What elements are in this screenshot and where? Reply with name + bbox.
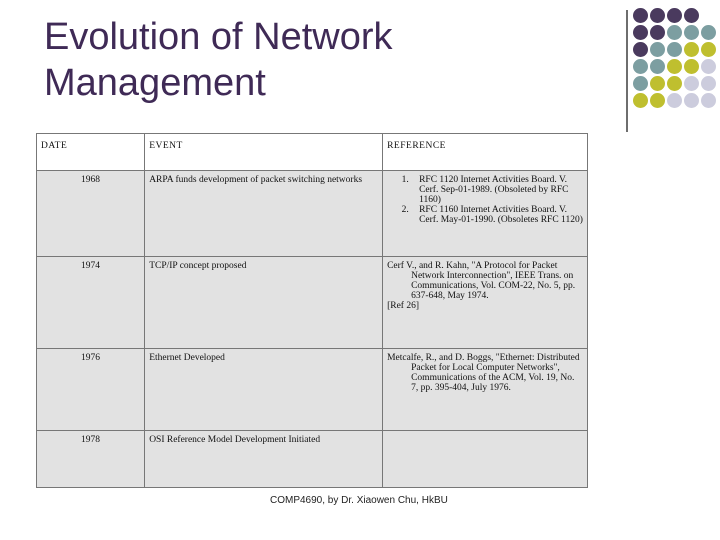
dot-purple [633,8,648,23]
dot-teal [667,25,682,40]
dot-lavender [667,93,682,108]
title-line-1: Evolution of Network [44,16,393,58]
row-event [145,171,383,257]
row-reference [383,349,588,431]
row-event [145,431,383,488]
dot-olive [684,59,699,74]
reference-list [387,175,583,225]
header-date: DATE [37,134,145,171]
dot-teal [701,25,716,40]
dot-olive [667,59,682,74]
row-reference [383,257,588,349]
row-event [145,257,383,349]
dot-lavender [701,93,716,108]
dot-teal [667,42,682,57]
row-reference [383,431,588,488]
reference-note: [Ref 26] [387,301,420,311]
dot-olive [650,93,665,108]
dot-olive [701,42,716,57]
dot-purple [650,8,665,23]
table-row [37,349,588,431]
dot-olive [684,42,699,57]
decorative-dot-grid [633,8,720,120]
event-text: Ethernet Developed [149,353,225,363]
dot-lavender [701,59,716,74]
dot-olive [650,76,665,91]
table-row [37,431,588,488]
dot-teal [633,59,648,74]
dot-lavender [684,93,699,108]
dot-lavender [684,76,699,91]
header-event: EVENT [145,134,383,171]
row-date: 1974 [37,257,145,349]
dot-purple [684,8,699,23]
slide-title [44,14,393,106]
title-line-2: Management [44,62,266,104]
dot-teal [633,76,648,91]
row-date: 1978 [37,431,145,488]
dot-teal [650,42,665,57]
header-reference: REFERENCE [383,134,588,171]
dot-olive [633,93,648,108]
reference-text: Cerf V., and R. Kahn, "A Protocol for Packet Network Interconnection", IEEE Trans. on Communications, Vol. COM-22, No. 5, pp. 637-648, May 1974. [387,261,576,301]
row-date: 1976 [37,349,145,431]
reference-item: 2. RFC 1160 Internet Activities Board. V. Cerf. May-01-1990. (Obsoletes RFC 1120) [411,205,583,225]
slide-footer: COMP4690, by Dr. Xiaowen Chu, HkBU [270,495,448,506]
dot-purple [650,25,665,40]
reference-item: 1. RFC 1120 Internet Activities Board. V. Cerf. Sep-01-1989. (Obsoleted by RFC 1160) [411,175,583,205]
event-text: TCP/IP concept proposed [149,261,247,271]
event-text: OSI Reference Model Development Initiated [149,435,321,445]
row-date: 1968 [37,171,145,257]
dot-olive [667,76,682,91]
dot-teal [684,25,699,40]
dot-lavender [701,76,716,91]
dot-purple [667,8,682,23]
row-event [145,349,383,431]
divider-line [626,10,628,132]
table-row [37,257,588,349]
event-text: ARPA funds development of packet switching networks [149,175,363,185]
reference-text: Metcalfe, R., and D. Boggs, "Ethernet: Distributed Packet for Local Computer Networks", Communications of the ACM, Vol. 19, No. 7, pp. 395-404, July 1976. [387,353,580,393]
dot-purple [633,42,648,57]
table-header-row [37,134,588,171]
dot-purple [633,25,648,40]
evolution-table [36,133,588,488]
table-row [37,171,588,257]
row-reference [383,171,588,257]
dot-teal [650,59,665,74]
